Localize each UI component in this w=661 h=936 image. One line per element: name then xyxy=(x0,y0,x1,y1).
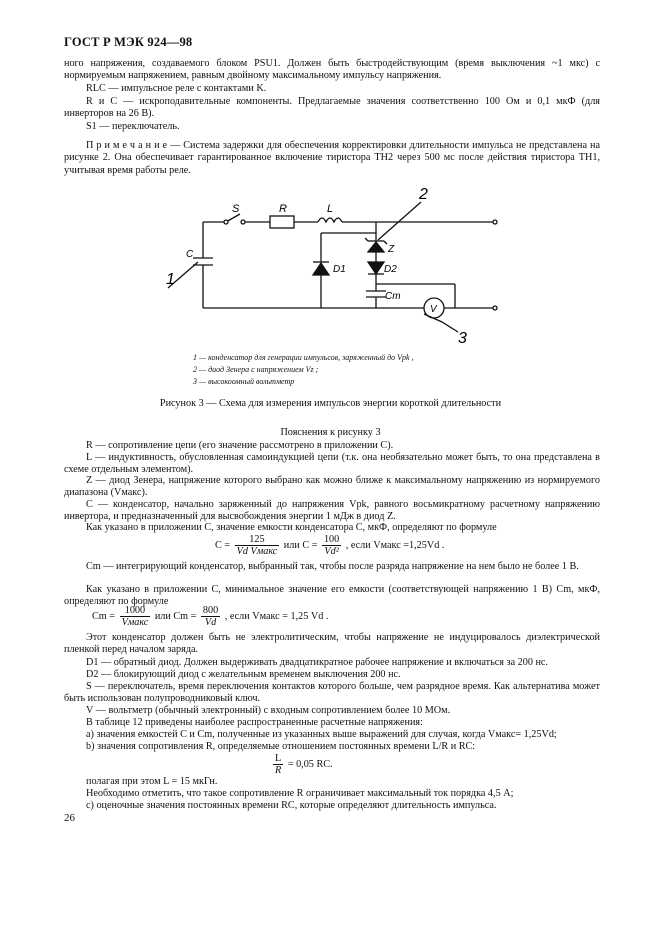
cm-label: Cm xyxy=(385,291,401,302)
note-paragraph: П р и м е ч а н и е — Система задержки для обеспечения корректировки длительности импульса не представлена на рисунке 2. Она обеспечивает гарантированное включение тиристора TH2 через 500 мс после действия тиристора TH1, учитывая время работы реле. xyxy=(64,140,600,176)
expl-table12: В таблице 12 приведены наиболее распространенные расчетные напряжения: xyxy=(86,717,423,728)
expl-r-note: Необходимо отметить, что такое сопротивление R ограничивает максимальный ток порядка 4,5 А; xyxy=(86,788,514,799)
circuit-diagram xyxy=(160,180,510,350)
expl-l: L — индуктивность, обусловленная самоиндукцией цепи (т.к. она необязательно может быть, то она представлена в схеме отдельным элементом). xyxy=(64,452,600,476)
expl-l15: полагая при этом L = 15 мкГн. xyxy=(86,776,218,787)
expl-c-formula-intro: Как указано в приложении С, значение емкости конденсатора C, мкФ, определяют по формуле xyxy=(86,522,497,533)
legend-item-1: 1 — конденсатор для генерации импульсов, заряженный до Vpk , xyxy=(193,353,414,362)
formula-c-lhs: C = xyxy=(215,539,231,551)
legend-item-3: 3 — высокоомный вольтметр xyxy=(193,377,295,386)
formula-lr-rhs: = 0,05 RC. xyxy=(287,758,333,770)
expl-item-b: b) значения сопротивления R, определяемые отношением постоянных времени L/R и RC: xyxy=(86,741,476,752)
formula-c-num2: 100 xyxy=(323,534,340,545)
callout-1: 1 xyxy=(166,271,175,288)
switch-label: S xyxy=(232,203,240,215)
expl-v: V — вольтметр (обычный электронный) с входным сопротивлением более 10 МОм. xyxy=(86,705,451,716)
formula-lr xyxy=(271,753,333,776)
zener-label: Z xyxy=(388,244,395,255)
formula-c-num1: 125 xyxy=(235,534,280,546)
expl-s: S — переключатель, время переключения контактов которого больше, чем разрядное время. Как альтернатива может быть использован полупроводниковый ключ. xyxy=(64,681,600,705)
resistor-label: R xyxy=(279,203,287,215)
formula-cm-lhs: Cm = xyxy=(92,610,116,622)
formula-c xyxy=(215,534,444,557)
formula-lr-den: R xyxy=(275,765,282,776)
expl-nonelectrolytic: Этот конденсатор должен быть не электролитическим, чтобы напряжение не индуцировалось диэлектрической пленкой перед началом заряда. xyxy=(64,632,600,656)
formula-cm-cond: , если Vмакс = 1,25 Vd . xyxy=(224,610,329,622)
figure-caption: Рисунок 3 — Схема для измерения импульсов энергии короткой длительности xyxy=(159,398,502,409)
voltmeter-label: V xyxy=(430,304,437,315)
callout-2: 2 xyxy=(419,186,428,203)
d2-label: D2 xyxy=(384,264,397,275)
expl-z: Z — диод Зенера, напряжение которого выбрано как можно ближе к максимальному напряжению из нормируемого диапазона (Vмакс). xyxy=(64,475,600,499)
explanations-heading: Пояснения к рисунку 3 xyxy=(280,427,381,438)
formula-c-den2: Vd² xyxy=(324,546,339,557)
d1-label: D1 xyxy=(333,264,346,275)
expl-d2: D2 — блокирующий диод с желательным временем выключения 200 нс. xyxy=(86,669,401,680)
document-header: ГОСТ Р МЭК 924—98 xyxy=(64,35,193,49)
formula-cm-or: или Cm = xyxy=(154,610,197,622)
expl-cm-formula-intro: Как указано в приложении С, минимальное значение его емкости (соответствующей напряжению 1 В) Cm, мкФ, определяют по формуле xyxy=(64,584,600,608)
page-number: 26 xyxy=(64,812,75,824)
formula-cm xyxy=(92,605,328,628)
intro-paragraph-s1: S1 — переключатель. xyxy=(86,121,180,132)
intro-paragraph-rc: R и C — искроподавительные компоненты. Предлагаемые значения соответственно 100 Ом и 0,1 мкФ (для инверторов на 26 В). xyxy=(64,96,600,120)
formula-c-cond: , если Vмакс =1,25Vd . xyxy=(345,539,445,551)
intro-paragraph-rlc: RLC — импульсное реле с контактами K. xyxy=(86,83,267,94)
intro-paragraph-1: ного напряжения, создаваемого блоком PSU1. Должен быть быстродействующим (время выключения ~1 мкс) с нормируемым напряжением, равным двойному максимальному импульсу напряжения. xyxy=(64,58,600,82)
expl-c: C — конденсатор, начально заряженный до напряжения Vpk, равного восьмикратному расчетному напряжению инвертора, и предназначенный для высвобождения энергии 1 мДж в диод Z. xyxy=(64,499,600,523)
legend-item-2: 2 — диод Зенера с напряжением Vz ; xyxy=(193,365,319,374)
expl-item-c: c) оценочные значения постоянных времени RC, которые определяют длительность импульса. xyxy=(86,800,497,811)
formula-cm-num1: 1000 xyxy=(120,605,151,617)
expl-d1: D1 — обратный диод. Должен выдерживать двадцатикратное рабочее напряжение и включаться за 200 нс. xyxy=(86,657,548,668)
formula-cm-num2: 800 xyxy=(202,605,219,616)
inductor-label: L xyxy=(327,203,334,215)
expl-cm: Cm — интегрирующий конденсатор, выбранный так, чтобы после разряда напряжение на нем было не более 1 В. xyxy=(86,561,579,572)
expl-r: R — сопротивление цепи (его значение рассмотрено в приложении С). xyxy=(86,440,394,451)
formula-lr-num: L xyxy=(275,753,282,764)
formula-c-or: или C = xyxy=(283,539,318,551)
expl-item-a: a) значения емкостей C и Cm, полученные из указанных выше выражений для случая, когда Vмакс= 1,25Vd; xyxy=(86,729,557,740)
formula-cm-den2: Vd xyxy=(204,617,217,628)
callout-3: 3 xyxy=(458,330,467,347)
formula-c-den1: Vd Vмакс xyxy=(236,546,278,557)
capacitor-label: C xyxy=(186,249,194,260)
formula-cm-den1: Vмакс xyxy=(121,617,149,628)
